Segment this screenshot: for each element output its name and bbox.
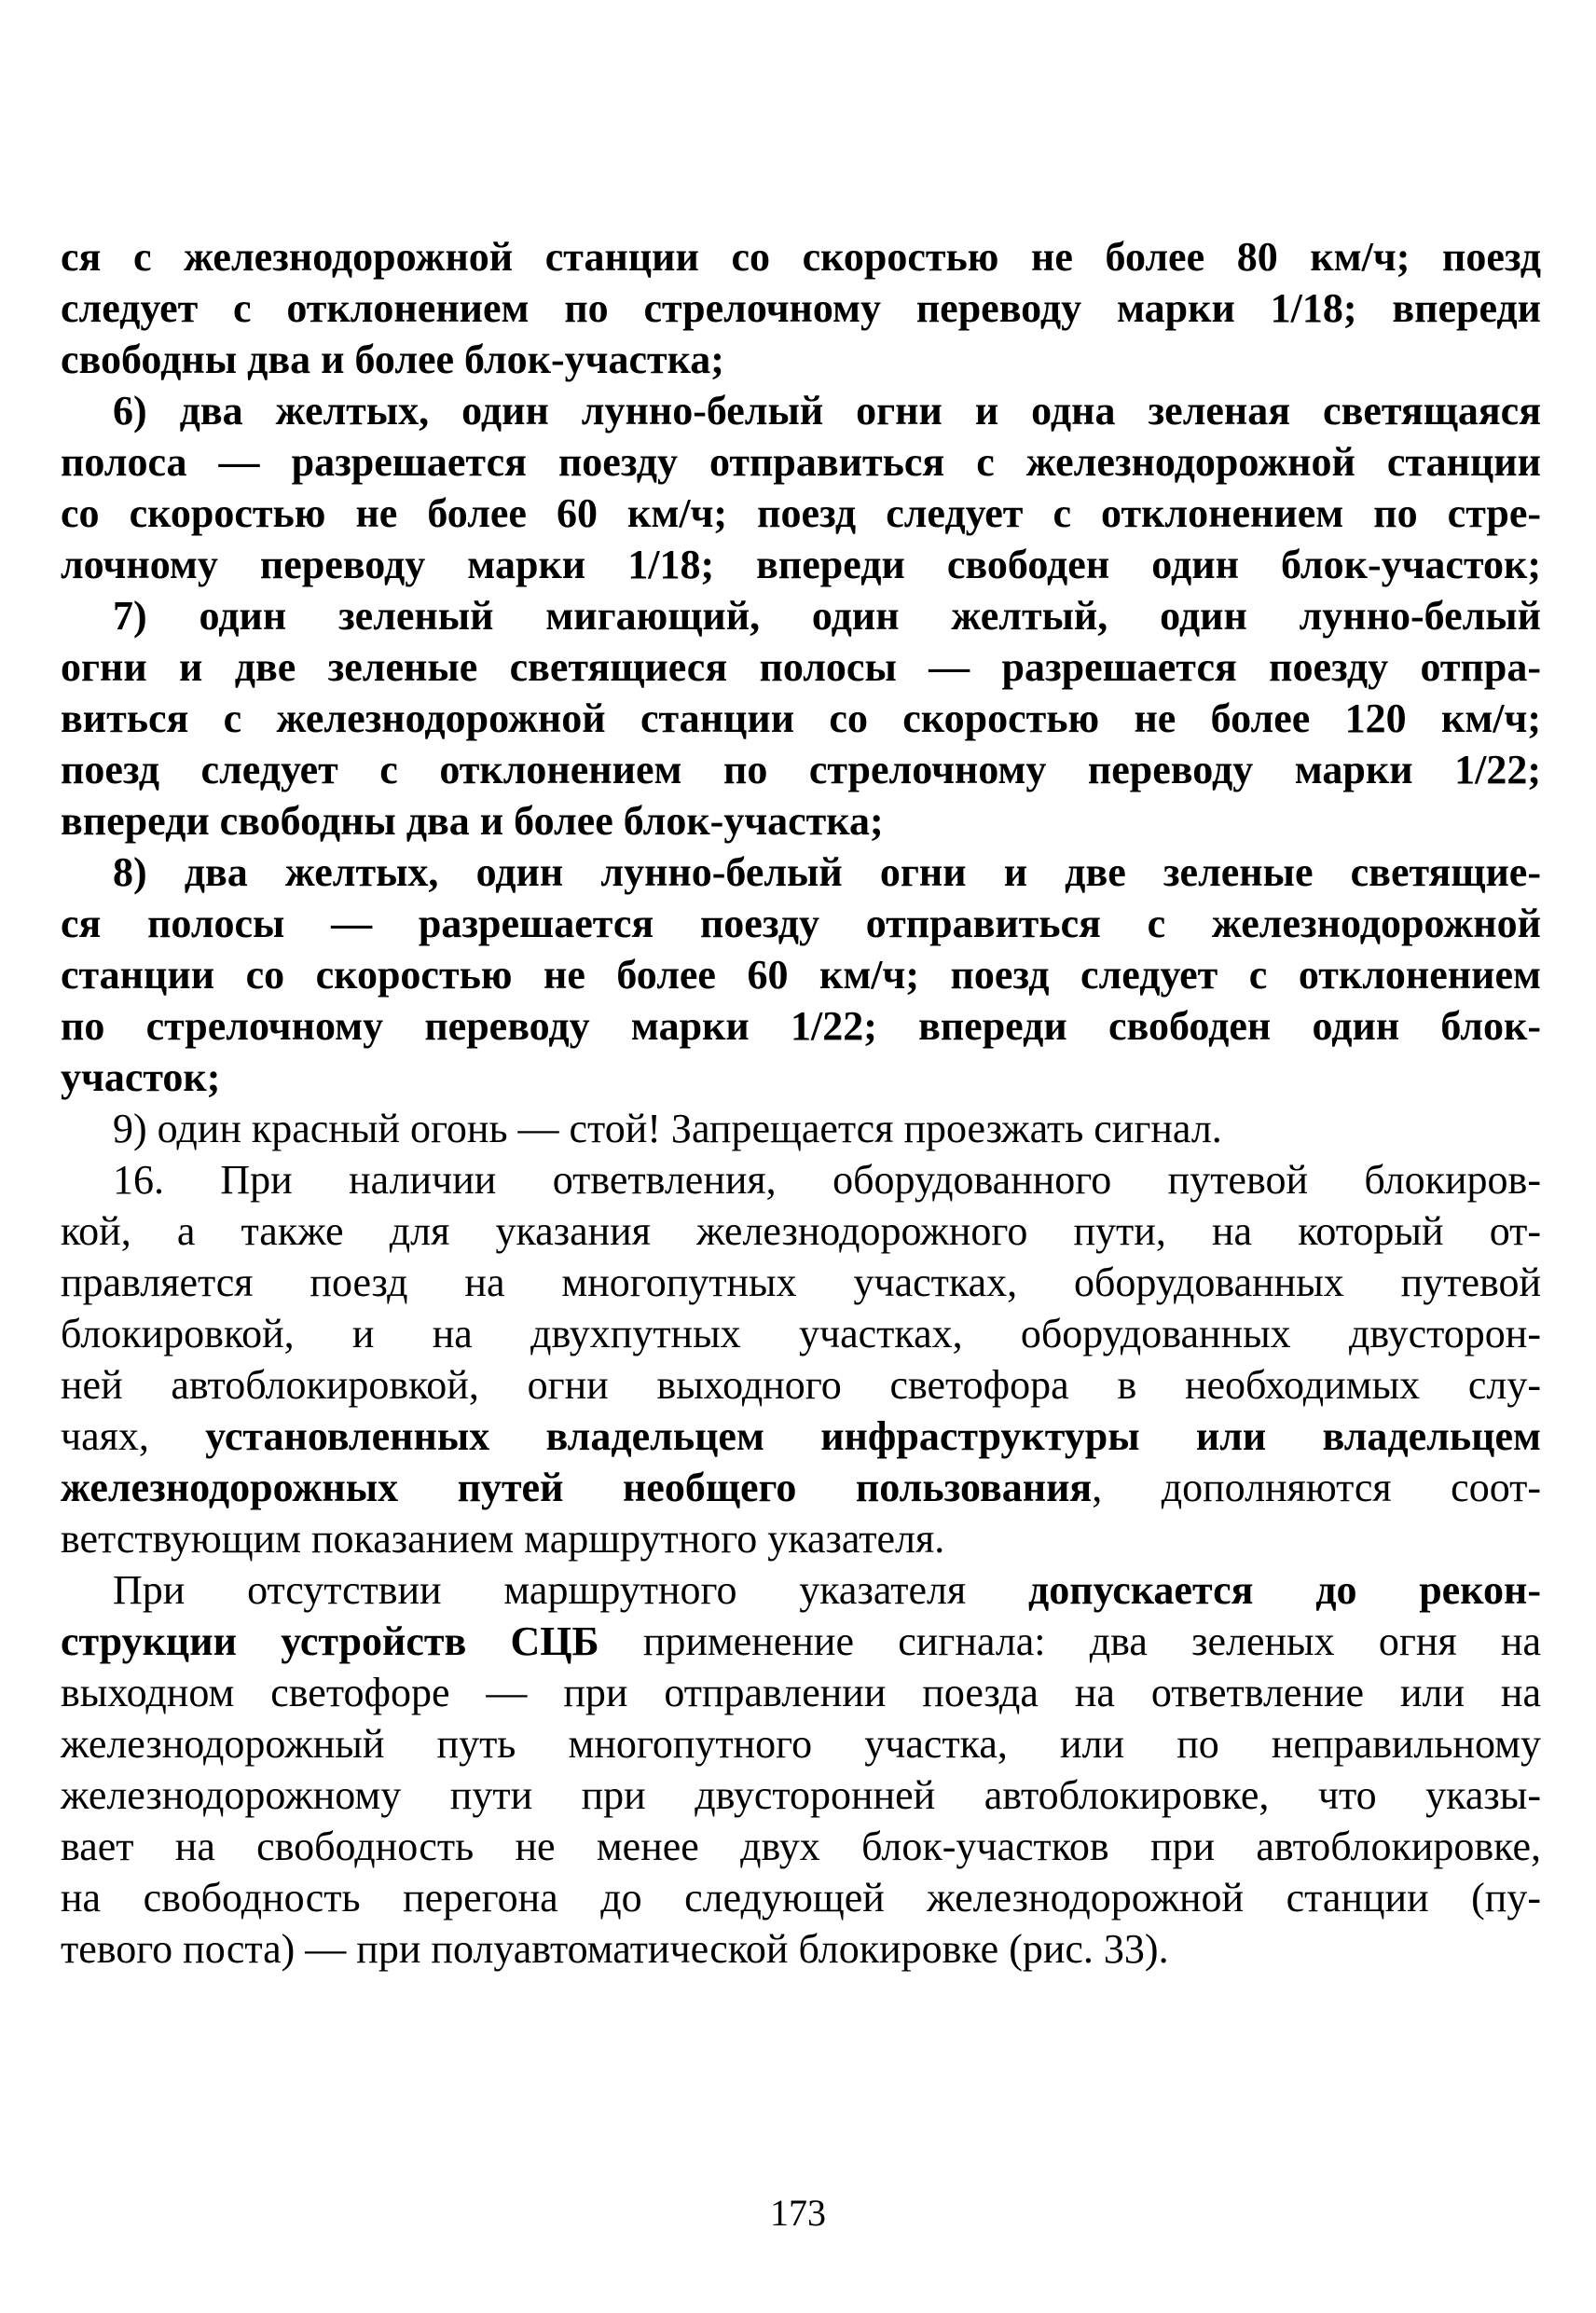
text-line [61,1000,1541,1052]
bold-text-run: виться с железнодорожной станции со скоростью не более 120 км/ч; [61,695,1541,741]
bold-text-run: полоса — разрешается поезду отправиться с железнодорожной станции [61,439,1541,485]
text-run: 9) один красный огонь — стой! Запрещается проезжать сигнал. [113,1106,1222,1151]
text-line [61,231,1541,282]
text-line [61,641,1541,693]
text-run: тевого поста) — при полуавтоматической блокировке (рис. 33). [61,1926,1169,1972]
text-run: , дополняются соот- [1092,1465,1542,1510]
text-run: применение сигнала: два зеленых огня на [598,1618,1541,1664]
text-line [61,795,1541,847]
text-line [61,1872,1541,1923]
bold-text-run: участок; [61,1054,221,1100]
text-line [61,1308,1541,1359]
bold-text-run: 6) два желтых, один лунно-белый огни и одна зеленая светящаяся [113,388,1541,434]
text-line [61,488,1541,539]
text-run: выходном светофоре — при отправлении поезда на ответвление или на [61,1670,1541,1715]
text-line [61,1616,1541,1667]
bold-text-run: установленных владельцем инфраструктуры или владельцем [205,1413,1541,1459]
text-run: правляется поезд на многопутных участках, оборудованных путевой [61,1260,1541,1305]
bold-text-run: 8) два желтых, один лунно-белый огни и две зеленые светящие- [113,849,1541,895]
text-line [61,1257,1541,1308]
bold-text-run: железнодорожных путей необщего пользования [61,1465,1093,1510]
bold-text-run: допускается до рекон- [1027,1567,1541,1613]
text-line [61,744,1541,795]
text-run: на свободность перегона до следующей железнодорожной станции (пу- [61,1875,1541,1921]
bold-text-run: станции со скоростью не более 60 км/ч; поезд следует с отклонением [61,952,1541,998]
bold-text-run: лочному переводу марки 1/18; впереди свободен один блок-участок; [61,542,1541,587]
text-line [61,1667,1541,1718]
text-line [61,1205,1541,1257]
bold-text-run: струкции устройств СЦБ [61,1618,599,1664]
text-line [61,282,1541,334]
text-line [61,1564,1541,1616]
text-line [61,385,1541,436]
text-run: блокировкой, и на двухпутных участках, оборудованных двусторон- [61,1311,1541,1356]
text-run: При отсутствии маршрутного указателя [113,1567,1028,1613]
text-line [61,1154,1541,1205]
text-line [61,1103,1541,1154]
text-run: чаях, [61,1413,206,1459]
text-run: железнодорожный путь многопутного участка, или по неправильному [61,1721,1541,1767]
text-line [61,590,1541,641]
bold-text-run: впереди свободны два и более блок-участка; [61,798,884,844]
text-line [61,693,1541,744]
text-line [61,1462,1541,1513]
text-run: железнодорожному пути при двусторонней автоблокировке, что указы- [61,1772,1541,1818]
bold-text-run: со скоростью не более 60 км/ч; поезд следует с отклонением по стре- [61,490,1541,536]
page-number: 173 [770,2192,826,2234]
text-line [61,334,1541,385]
text-line [61,847,1541,898]
text-run: ней автоблокировкой, огни выходного светофора в необходимых слу- [61,1362,1541,1408]
text-run: кой, а также для указания железнодорожного пути, на который от- [61,1208,1541,1254]
text-line [61,1052,1541,1103]
text-run: вает на свободность не менее двух блок-участков при автоблокировке, [61,1824,1541,1869]
bold-text-run: 7) один зеленый мигающий, один желтый, один лунно-белый [113,593,1541,639]
bold-text-run: ся полосы — разрешается поезду отправиться с железнодорожной [61,901,1541,946]
text-line [61,1821,1541,1872]
text-run: ветствующим показанием маршрутного указателя. [61,1516,945,1562]
bold-text-run: огни и две зеленые светящиеся полосы — разрешается поезду отпра- [61,644,1541,690]
bold-text-run: поезд следует с отклонением по стрелочному переводу марки 1/22; [61,747,1541,792]
text-line [61,1769,1541,1821]
bold-text-run: свободны два и более блок-участка; [61,337,724,382]
text-line [61,539,1541,590]
text-line [61,1359,1541,1411]
text-line [61,1411,1541,1462]
text-line [61,1923,1541,1975]
text-line [61,949,1541,1000]
bold-text-run: следует с отклонением по стрелочному переводу марки 1/18; впереди [61,285,1541,331]
text-line [61,898,1541,949]
text-run: 16. При наличии ответвления, оборудованного путевой блокиров- [113,1157,1541,1203]
text-block [61,231,1541,1975]
bold-text-run: по стрелочному переводу марки 1/22; впереди свободен один блок- [61,1003,1541,1049]
text-line [61,1513,1541,1564]
bold-text-run: ся с железнодорожной станции со скоростью не более 80 км/ч; поезд [61,234,1541,280]
text-line [61,436,1541,488]
text-line [61,1718,1541,1769]
